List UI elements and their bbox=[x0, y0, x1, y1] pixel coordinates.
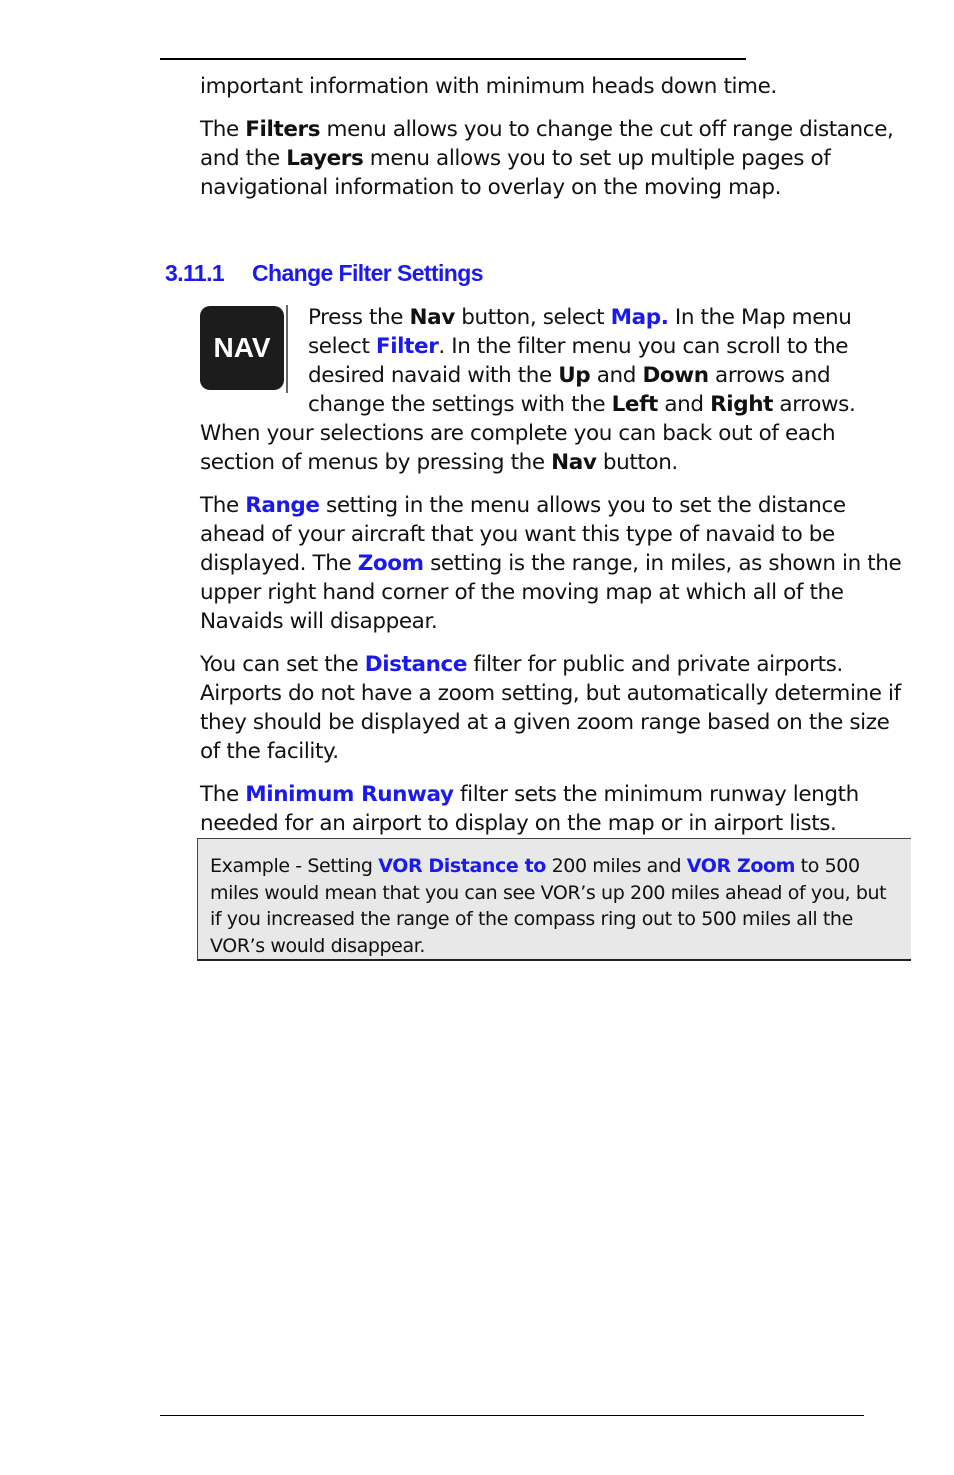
nav-term-2: Nav bbox=[551, 450, 597, 475]
up-term: Up bbox=[558, 363, 591, 388]
paragraph-distance: You can set the Distance filter for public and private airports. Airports do not have a zoom setting, but automatically determine if they should be displayed at a given zoom range based on the size of the facility. bbox=[200, 652, 901, 764]
paragraph-range-zoom: The Range setting in the menu allows you to set the distance ahead of your aircraft that you want this type of navaid to be displayed. The Zoom setting is the range, in miles, as shown in the upper right hand corner of the moving map at which all of the Navaids will disappear. bbox=[200, 493, 902, 634]
range-term: Range bbox=[245, 493, 320, 518]
intro-text bbox=[200, 72, 912, 216]
left-term: Left bbox=[611, 392, 658, 417]
paragraph-min-runway: The Minimum Runway filter sets the minimum runway length needed for an airport to display on the map or in airport lists. bbox=[200, 782, 859, 836]
min-runway-term: Minimum Runway bbox=[245, 782, 454, 807]
filters-term: Filters bbox=[245, 117, 321, 142]
section-heading bbox=[165, 257, 483, 289]
section-title: Change Filter Settings bbox=[252, 260, 483, 286]
paragraph-nav-instructions: NAV Press the Nav button, select Map. In the Map menu select Filter. In the filter menu you can scroll to the desired navaid with the Up and Down arrows and change the settings with the Left and Right arrows. When your selections are complete you can back out of each section of menus by pressing the Nav button. bbox=[200, 305, 856, 475]
section-body bbox=[200, 303, 912, 852]
header-rule bbox=[160, 58, 746, 60]
section-number: 3.11.1 bbox=[165, 260, 225, 286]
down-term: Down bbox=[642, 363, 709, 388]
example-note-box: Example - Setting VOR Distance to 200 miles and VOR Zoom to 500 miles would mean that you can see VOR’s up 200 miles ahead of you, but if you increased the range of the compass ring out to 500 miles all the VOR’s would disappear. bbox=[197, 838, 911, 961]
footer-rule bbox=[160, 1415, 864, 1416]
layers-term: Layers bbox=[286, 146, 364, 171]
right-term: Right bbox=[710, 392, 773, 417]
intro-line: important information with minimum heads down time. bbox=[200, 74, 777, 99]
vor-zoom-term: VOR Zoom bbox=[686, 855, 796, 877]
vor-distance-term: VOR Distance to bbox=[378, 855, 546, 877]
nav-button-image bbox=[200, 305, 288, 393]
map-term: Map. bbox=[610, 305, 669, 330]
distance-term: Distance bbox=[364, 652, 467, 677]
nav-term: Nav bbox=[409, 305, 455, 330]
nav-icon: NAV bbox=[200, 306, 284, 390]
intro-paragraph: The Filters menu allows you to change the cut off range distance, and the Layers menu allows you to set up multiple pages of navigational information to overlay on the moving map. bbox=[200, 117, 894, 200]
filter-term: Filter bbox=[375, 334, 439, 359]
zoom-term: Zoom bbox=[357, 551, 424, 576]
